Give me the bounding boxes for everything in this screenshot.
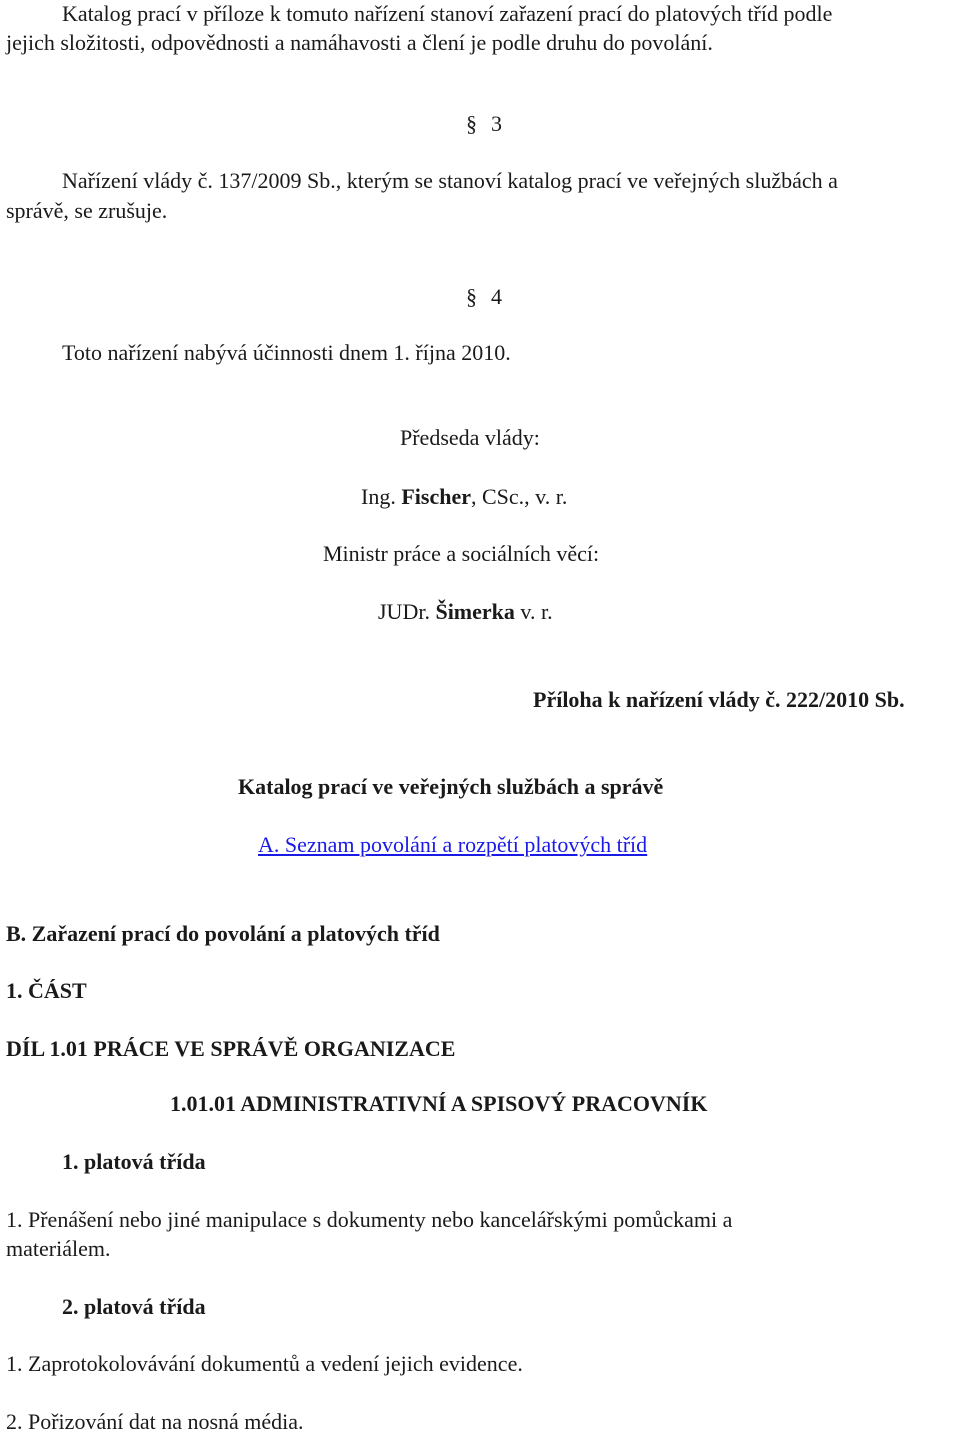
list-item: 1. Přenášení nebo jiné manipulace s dokumenty nebo kancelářskými pomůckami a xyxy=(6,1207,733,1232)
paragraph-fragment: Nařízení vlády č. 137/2009 Sb. xyxy=(62,168,336,193)
paragraph-line xyxy=(62,167,838,195)
paragraph-line: Katalog prací v příloze k tomuto nařízení stanoví zařazení prací do platových tříd podle xyxy=(62,1,833,26)
division-heading: DÍL 1.01 PRÁCE VE SPRÁVĚ ORGANIZACE xyxy=(6,1036,456,1061)
section-number-value: 3 xyxy=(491,111,502,136)
annex-heading: Příloha k nařízení vlády č. 222/2010 Sb. xyxy=(533,687,905,712)
signature-surname: Šimerka xyxy=(435,599,515,624)
signature-title: Předseda vlády: xyxy=(400,425,540,450)
catalog-title: Katalog prací ve veřejných službách a správě xyxy=(238,774,664,799)
section-number xyxy=(466,283,502,311)
salary-class-heading: 1. platová třída xyxy=(62,1149,206,1174)
signature-title: Ministr práce a sociálních věcí: xyxy=(323,541,600,566)
section-number-value: 4 xyxy=(491,284,502,309)
signature-surname: Fischer xyxy=(401,484,471,509)
paragraph-line: správě, se zrušuje. xyxy=(6,198,168,223)
list-item: 1. Zaprotokolovávání dokumentů a vedení jejich evidence. xyxy=(6,1351,523,1376)
part-heading: B. Zařazení prací do povolání a platových tříd xyxy=(6,921,440,946)
signature-suffix: , CSc., v. r. xyxy=(470,484,568,509)
profession-heading: 1.01.01 ADMINISTRATIVNÍ A SPISOVÝ PRACOVNÍK xyxy=(170,1091,708,1116)
list-of-professions-link[interactable]: A. Seznam povolání a rozpětí platových tříd xyxy=(258,832,648,857)
list-item: 2. Pořizování dat na nosná média. xyxy=(6,1409,304,1434)
section-symbol: § xyxy=(466,111,477,136)
section-symbol: § xyxy=(466,284,477,309)
signature-suffix: v. r. xyxy=(514,599,553,624)
paragraph-line: Toto nařízení nabývá účinnosti dnem 1. října 2010. xyxy=(62,340,511,365)
signature-prefix: JUDr. xyxy=(378,599,436,624)
salary-class-heading: 2. platová třída xyxy=(62,1294,206,1319)
signature-prefix: Ing. xyxy=(361,484,402,509)
part-heading: 1. ČÁST xyxy=(6,978,87,1003)
signature-name xyxy=(361,483,567,511)
paragraph-line: jejich složitosti, odpovědnosti a namáhavosti a člení je podle druhu do povolání. xyxy=(6,30,713,55)
signature-name xyxy=(378,598,553,626)
paragraph-fragment: , kterým se stanoví katalog prací ve veřejných službách a xyxy=(335,168,838,193)
section-number xyxy=(466,110,502,138)
list-item: materiálem. xyxy=(6,1236,111,1261)
